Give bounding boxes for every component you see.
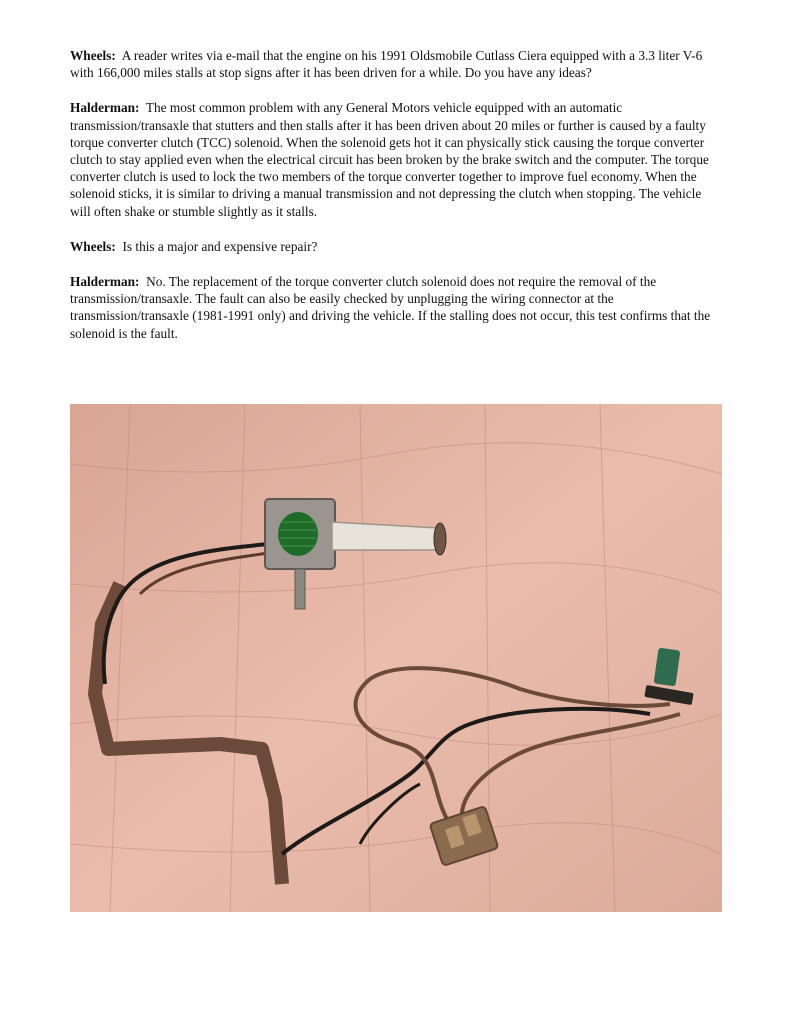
mounting-tab: [295, 569, 305, 609]
paragraph-question-2: [70, 238, 725, 255]
paragraph-text: A reader writes via e-mail that the engine on his 1991 Oldsmobile Cutlass Ciera equipped with a 3.3 liter V-6 with 166,000 miles stalls at stop signs after it has been driven for a while. Do you have any ideas?: [70, 48, 703, 81]
wood-floor: [70, 404, 722, 912]
speaker-label: Halderman:: [70, 274, 140, 290]
paragraph-question-1: [70, 47, 725, 81]
plunger-cap: [434, 523, 446, 555]
paragraph-text: Is this a major and expensive repair?: [122, 238, 318, 254]
solenoid-coil: [278, 512, 318, 556]
solenoid-illustration: [70, 404, 722, 912]
paragraph-text: The most common problem with any General Motors vehicle equipped with an automatic transmission/transaxle that stutters and then stalls after it has been driven about 20 miles or further is caused by a faulty torque converter clutch (TCC) solenoid. When the solenoid gets hot it can physically stick causing the torque converter clutch to stay applied even when the electrical circuit has been broken by the brake switch and the computer. The torque converter clutch is used to lock the two members of the torque converter together to improve fuel economy. When the solenoid sticks, it is similar to driving a manual transmission and not depressing the clutch when stopping. The vehicle will often shake or stumble slightly as it stalls.: [70, 100, 709, 219]
speaker-label: Halderman:: [70, 100, 140, 116]
paragraph-answer-1: [70, 99, 725, 219]
paragraph-text: No. The replacement of the torque converter clutch solenoid does not require the removal of the transmission/transaxle. The fault can also be easily checked by unplugging the wiring connector at the transmission/transaxle (1981-1991 only) and driving the vehicle. If the stalling does not occur, this test confirms that the solenoid is the fault.: [70, 274, 711, 341]
speaker-label: Wheels:: [70, 48, 116, 63]
solenoid-photo: [70, 404, 722, 912]
paragraph-answer-2: [70, 273, 725, 342]
speaker-label: Wheels:: [70, 238, 116, 254]
article-text: [70, 47, 725, 360]
